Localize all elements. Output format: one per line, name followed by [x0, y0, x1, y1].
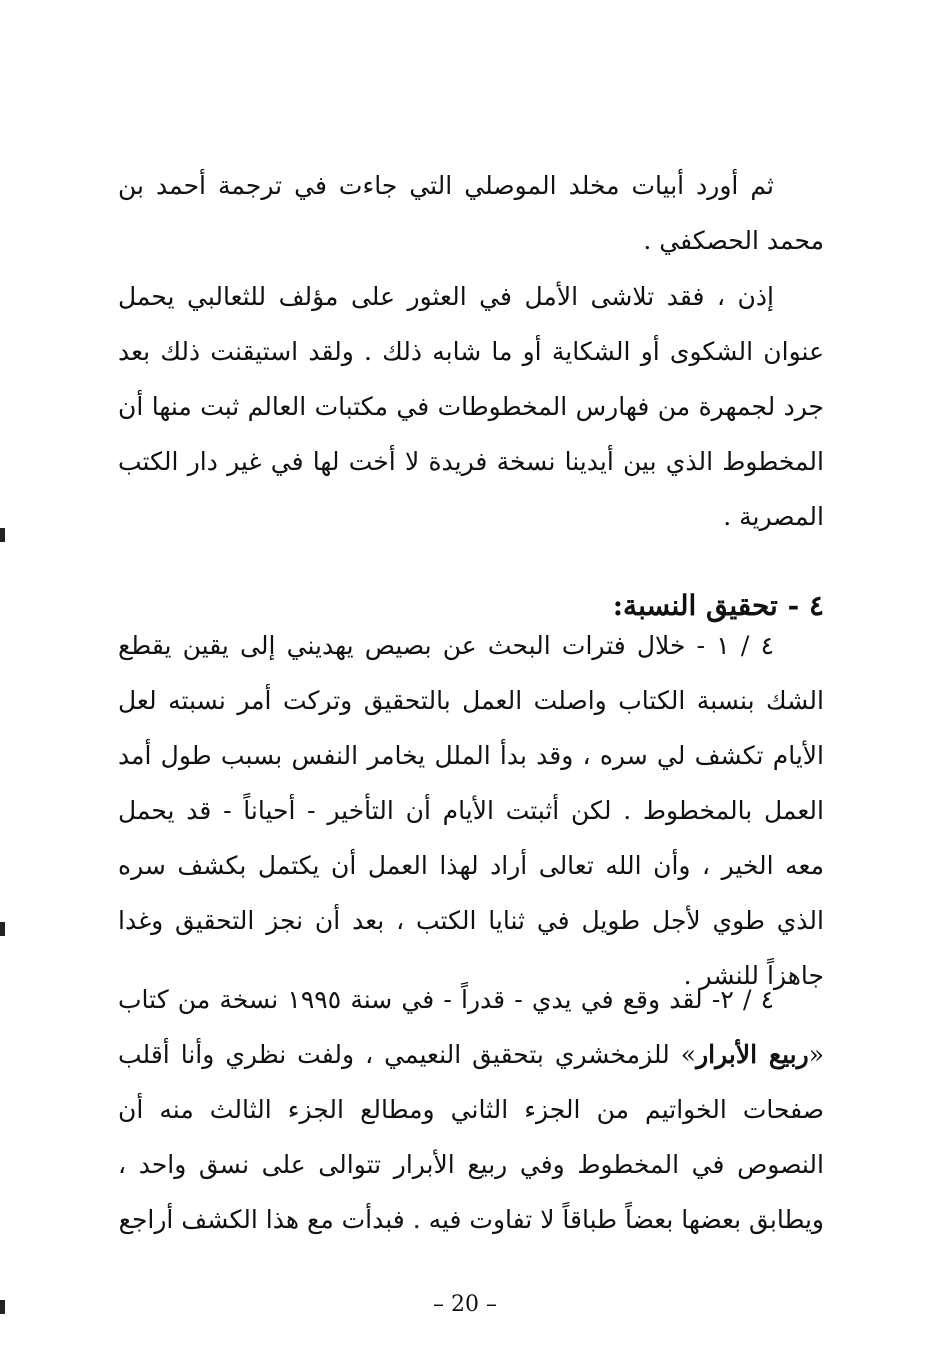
paragraph-3-text: ٤ / ١ - خلال فترات البحث عن بصيص يهديني إلى يقين يقطع الشك بنسبة الكتاب واصلت العمل بالتحقيق وتركت أمر نسبته لعل الأيام تكشف لي سره ، وقد بدأ الملل يخامر النفس بسبب طول أمد العمل بالمخطوط . لكن أثبتت الأيام أن التأخير - أحياناً - قد يحمل معه الخير ، وأن الله تعالى أراد لهذا العمل أن يكتمل بكشف سره الذي طوي لأجل طويل في ثنايا الكتب ، بعد أن نجز التحقيق وغدا جاهزاً للنشر . — [118, 631, 824, 990]
book-title: ربيع الأبرار — [696, 1040, 809, 1069]
section-heading: ٤ - تحقيق النسبة: — [612, 589, 824, 623]
paragraph-2-text: إذن ، فقد تلاشى الأمل في العثور على مؤلف للثعالبي يحمل عنوان الشكوى أو الشكاية أو ما شابه ذلك . ولقد استيقنت ذلك بعد جرد لجمهرة من فهارس المخطوطات في مكتبات العالم ثبت منها أن المخطوط الذي بين أيدينا نسخة فريدة لا أخت لها في غير دار الكتب المصرية . — [118, 282, 824, 531]
paragraph-4-text-start: ٤ / ٢- لقد وقع في يدي - قدراً - في سنة ١٩٩٥ نسخة من كتاب « — [118, 985, 825, 1069]
paragraph-4 — [118, 972, 824, 1247]
scan-edge-mark — [0, 528, 5, 542]
paragraph-1 — [118, 158, 824, 268]
paragraph-1-text: ثم أورد أبيات مخلد الموصلي التي جاءت في ترجمة أحمد بن محمد الحصكفي . — [118, 171, 824, 255]
scan-edge-mark — [0, 1300, 5, 1314]
paragraph-4-text-end: » للزمخشري بتحقيق النعيمي ، ولفت نظري وأنا أقلب صفحات الخواتيم من الجزء الثاني ومطالع الجزء الثالث منه أن النصوص في المخطوط وفي ربيع الأبرار تتوالى على نسق واحد ، ويطابق بعضها بعضاً طباقاً لا تفاوت فيه . فبدأت مع هذا الكشف أراجع — [118, 1040, 824, 1234]
paragraph-2 — [118, 269, 824, 544]
paragraph-3 — [118, 618, 824, 1003]
page-number: – 20 – — [433, 1292, 497, 1317]
scan-edge-mark — [0, 922, 5, 936]
